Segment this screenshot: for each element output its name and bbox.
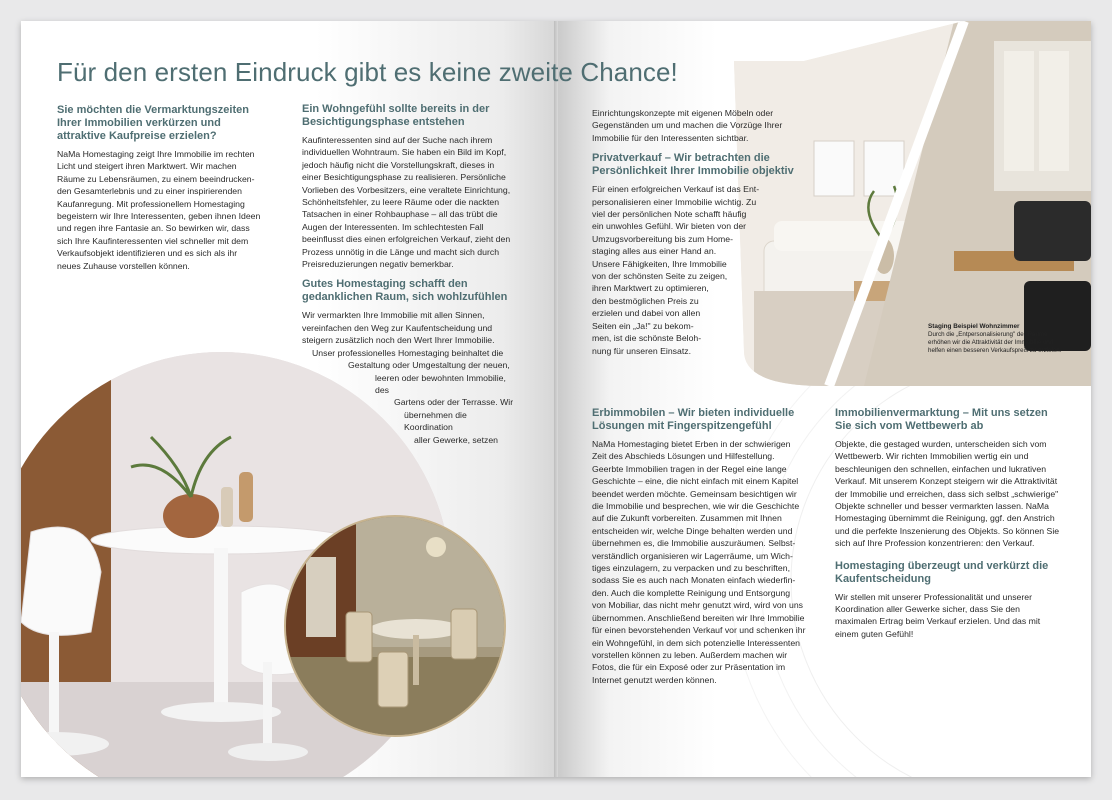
column-inheritance bbox=[592, 407, 806, 694]
text-line: Wir vermarkten Ihre Immobilie mit allen Sinnen, bbox=[302, 310, 485, 321]
text-line: von der schönsten Seite zu zeigen, bbox=[592, 271, 728, 282]
private-sale-heading: Privatverkauf – Wir betrachten die Persönlichkeit Ihrer Immobilie objektiv bbox=[592, 152, 794, 178]
text-line: steigern zusätzlich noch den Wert Ihrer Immobilie. bbox=[302, 335, 495, 346]
caption-title: Staging Beispiel Wohnzimmer bbox=[928, 323, 1020, 330]
homestaging-heading: Gutes Homestaging schafft den gedanklichen Raum, sich wohlzufühlen bbox=[302, 278, 508, 304]
text-line: erzielen und dabei von allen bbox=[592, 308, 701, 319]
text-line: ein unwohles Gefühl. Wir bieten von der bbox=[592, 221, 747, 232]
homestaging-text bbox=[302, 309, 514, 445]
text-line: ihren Marktwert zu optimieren, bbox=[592, 283, 709, 294]
decision-text: Wir stellen mit unserer Professionalität und unserer Koordination aller Gewerke sicher, dass Sie den maximalen Ertrag beim Verkauf erzielen. Und das mit einem guten Gefühl! bbox=[835, 591, 1041, 639]
continuation-text: Einrichtungskonzepte mit eigenen Möbeln oder Gegenständen um und machen die Vorzüge Ihrer Immobilie für den Interessenten sichtbar. bbox=[592, 108, 783, 143]
text-line: Für einen erfolgreichen Verkauf ist das Ent- bbox=[592, 184, 760, 195]
text-line: Gestaltung oder Umgestaltung der neuen, bbox=[348, 360, 510, 371]
brochure-spread bbox=[21, 21, 1091, 777]
text-line: leeren oder bewohnten Immobilie, des bbox=[375, 372, 506, 395]
column-living-feeling bbox=[302, 103, 514, 446]
photo-caption bbox=[928, 323, 1068, 355]
homestaging-section bbox=[302, 278, 514, 445]
text-line: personalisieren einer Immobilie wichtig. Zu bbox=[592, 196, 757, 207]
text-line: den bestmöglichen Preis zu bbox=[592, 295, 699, 306]
marketing-heading: Immobilienvermarktung – Mit uns setzen Sie sich vom Wettbewerb ab bbox=[835, 407, 1048, 432]
marketing-text: Objekte, die gestaged wurden, unterscheiden sich vom Wettbewerb. Wir richten Immobilien wertig ein und beschleunigen den schnellen, einfachen und lukrativen Verkauf. Mit unserem Konzept steigern wir die Attraktivität der Immobilie und erreichen, dass sich selbst „schwierige" Objekte schneller und besser vermarkten lassen. NaMa Homestaging übernimmt die Reinigung, ggf. den Anstrich und die perfekte Inszenierung des Objekts. So können Sie sich auf Ihre Profession konzentrieren: den Verkauf. bbox=[835, 439, 1060, 549]
living-feeling-heading: Ein Wohngefühl sollte bereits in der Besichtigungsphase entstehen bbox=[302, 103, 490, 128]
inheritance-heading: Erbimmobilen – Wir bieten individuelle Lösungen mit Fingerspitzengefühl bbox=[592, 407, 795, 432]
text-line: Seiten ein „Ja!" zu bekom- bbox=[592, 320, 694, 331]
text-line: viel der persönlichen Note schafft häufig bbox=[592, 209, 747, 220]
text-line: nung für unseren Einsatz. bbox=[592, 345, 692, 356]
inheritance-text: NaMa Homestaging bietet Erben in der schwierigen Zeit des Abschieds Lösungen und Hilfestellung. Geerbte Immobilien tragen in der Regel eine lange Geschichte – eine, die nicht einfach mit einem Kapitel beendet werden möchte. Gemeinsam besichtigen wir die Immobilie und besprechen, wie wir die Geschichte auf die Zukunft vorbereiten. Zusammen mit Ihnen entscheiden wir, welche Dinge behalten werden und übernehmen es, die Immobilie auszuräumen. Selbst-verständlich organisieren wir Lagerräume, um Wich-tiges einzulagern, zu verpacken und zu beschriften, sodass Sie es auch nach Monaten einfach wiederfin-den. Auch die komplette Reinigung und Entsorgung von Mobiliar, das nicht mehr genutzt wird, wird von uns übernommen. Anschließend bereiten wir Ihre Immobilie für einen bevorstehenden Verkauf vor und schenken ihr ein Wohngefühl, in dem sich potenzielle Interessenten vorstellen können zu leben. Außerdem machen wir Fotos, die für ein Exposé oder zur Präsentation im Internet genutzt werden können. bbox=[592, 439, 806, 685]
column-marketing bbox=[835, 407, 1063, 648]
text-line: Unsere Fähigkeiten, Ihre Immobilie bbox=[592, 258, 727, 269]
page-title: Für den ersten Eindruck gibt es keine zweite Chance! bbox=[57, 57, 678, 87]
antique-room-illustration bbox=[286, 517, 504, 735]
text-line: übernehmen die Koordination bbox=[404, 409, 467, 433]
text-line: men, ist die schönste Beloh- bbox=[592, 333, 702, 344]
text-line: Umzugsvorbereitung bis zum Home- bbox=[592, 233, 733, 244]
caption-text: Durch die „Entpersonalisierung" der Räume erhöhen wir die Attraktivität der Immobilie und helfen einen besseren Verkaufspreis zu erzielen. bbox=[928, 331, 1062, 354]
column-private-sale bbox=[592, 107, 798, 357]
antique-room-photo bbox=[284, 515, 506, 737]
living-feeling-text: Kaufinteressenten sind auf der Suche nach ihrem individuellen Wohntraum. Sie haben ein Bild im Kopf, jedoch häufig nicht die Vorstellungskraft, dieses in einer Besichtigungsphase zu realisieren. Persönliche Vorlieben des Vorbesitzers, eine veraltete Einrichtung, Schönheitsfehler, zu leere Räume oder die nackten Tatsachen in einer Rohbauphase – all das trübt die Augen der Interessenten. Im schlechtesten Fall beeinflusst dies einen erfolgreichen Verkauf, zieht den Prozess unnötig in die Länge und macht sich durch Preisreduzierungen negativ bemerkbar. bbox=[302, 135, 511, 270]
private-sale-text bbox=[592, 183, 798, 357]
page-fold bbox=[554, 21, 558, 777]
text-line: Gartens oder der Terrasse. Wir bbox=[394, 397, 514, 408]
text-line: aller Gewerke, setzen bbox=[414, 434, 499, 445]
intro-text: NaMa Homestaging zeigt Ihre Immobilie im rechten Licht und steigert ihren Marktwert. Wir machen Räume zu Lebensräumen, zu einem beeindrucken-den Gesamterlebnis und zu einer inspirierenden Kaufanregung. Mit professionellem Homestaging begeistern wir Ihre Interessenten, geben ihnen Ideen und regen ihre Fantasie an. So bewirken wir, dass sich Ihre Kaufinteressenten viel schneller mit dem Verkaufsobjekt identifizieren und es sich als ihr neues Zuhause vorstellen können. bbox=[57, 149, 261, 271]
column-intro bbox=[57, 104, 261, 280]
decision-heading: Homestaging überzeugt und verkürzt die Kaufentscheidung bbox=[835, 559, 1049, 585]
text-line: staging alles aus einer Hand an. bbox=[592, 246, 717, 257]
text-line: Unser professionelles Homestaging beinhaltet die bbox=[312, 347, 504, 358]
intro-heading: Sie möchten die Vermarktungszeiten Ihrer Immobilien verkürzen und attraktive Kaufpreise erzielen? bbox=[57, 104, 249, 142]
text-line: vereinfachen den Weg zur Kaufentscheidung und bbox=[302, 322, 493, 333]
